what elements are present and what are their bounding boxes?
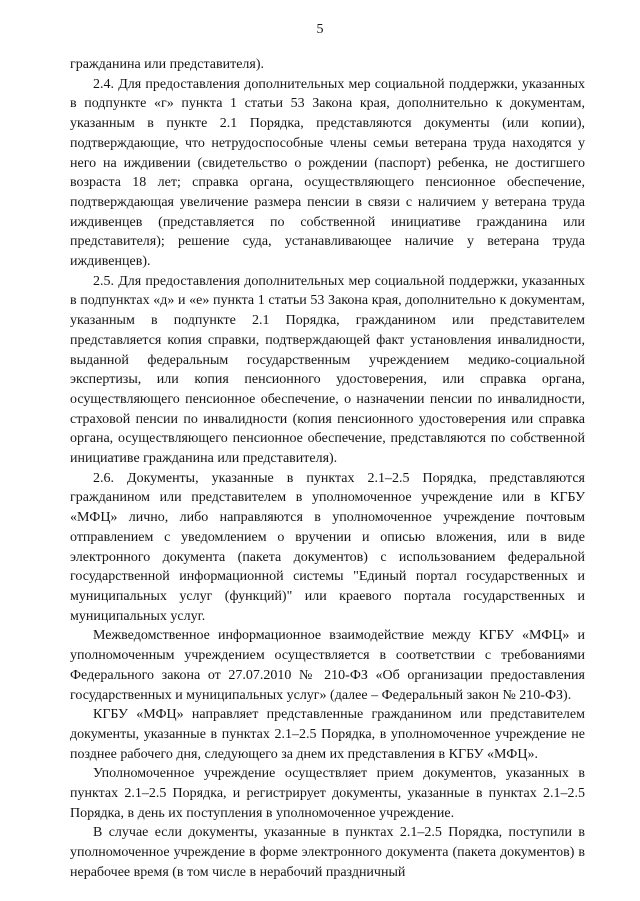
document-body [70, 55, 585, 883]
paragraph: 2.5. Для предоставления дополнительных мер социальной поддержки, указанных в подпунктах «д» и «е» пункта 1 статьи 53 Закона края, дополнительно к документам, указанным в подпункте 2.1 Порядка, гражданином или представителем представляется копия справки, подтверждающей факт установления инвалидности, выданной федеральным государственным учреждением медико-социальной экспертизы, или копия пенсионного удостоверения, или справка органа, осуществляющего пенсионное обеспечение, о назначении пенсии по инвалидности, страховой пенсии по инвалидности (копия пенсионного удостоверения или справка органа, осуществляющего пенсионное обеспечение, представляются по собственной инициативе гражданина или представителя). [70, 273, 585, 467]
paragraph: 2.6. Документы, указанные в пунктах 2.1–2.5 Порядка, представляются гражданином или представителем в уполномоченное учреждение или в КГБУ «МФЦ» лично, либо направляются в уполномоченное учреждение почтовым отправлением с уведомлением о вручении и описью вложения, или в виде электронного документа (пакета документов) с использованием федеральной государственной информационной системы "Единый портал государственных и муниципальных услуг (функций)" или краевого портала государственных и муниципальных услуг. [70, 470, 585, 624]
paragraph: Межведомственное информационное взаимодействие между КГБУ «МФЦ» и уполномоченным учреждением осуществляется в соответствии с требованиями Федерального закона от 27.07.2010 № 210-ФЗ «Об организации предоставления государственных и муниципальных услуг» (далее – Федеральный закон № 210-ФЗ). [70, 628, 585, 703]
paragraph: Уполномоченное учреждение осуществляет прием документов, указанных в пунктах 2.1–2.5 Порядка, и регистрирует документы, указанные в пунктах 2.1–2.5 Порядка, в день их поступления в уполномоченное учреждение. [70, 766, 585, 821]
paragraph: гражданина или представителя). [70, 57, 265, 72]
page-number: 5 [316, 22, 324, 37]
paragraph: 2.4. Для предоставления дополнительных мер социальной поддержки, указанных в подпункте «г» пункта 1 статьи 53 Закона края, дополнительно к документам, указанным в пункте 2.1 Порядка, представляются документы (или копии), подтверждающие, что нетрудоспособные члены семьи ветерана труда находятся у него на иждивении (свидетельство о рождении (паспорт) ребенка, не достигшего возраста 18 лет; справка органа, осуществляющего пенсионное обеспечение, подтверждающая увеличение размера пенсии в связи с наличием у ветерана труда иждивенцев (представляется по собственной инициативе гражданина или представителя); решение суда, устанавливающее наличие у ветерана труда иждивенцев). [70, 76, 585, 270]
paragraph: В случае если документы, указанные в пунктах 2.1–2.5 Порядка, поступили в уполномоченное учреждение в форме электронного документа (пакета документов) в нерабочее время (в том числе в нерабочий праздничный [70, 825, 585, 880]
paragraph: КГБУ «МФЦ» направляет представленные гражданином или представителем документы, указанные в пунктах 2.1–2.5 Порядка, в уполномоченное учреждение не позднее рабочего дня, следующего за днем их представления в КГБУ «МФЦ». [70, 707, 585, 762]
